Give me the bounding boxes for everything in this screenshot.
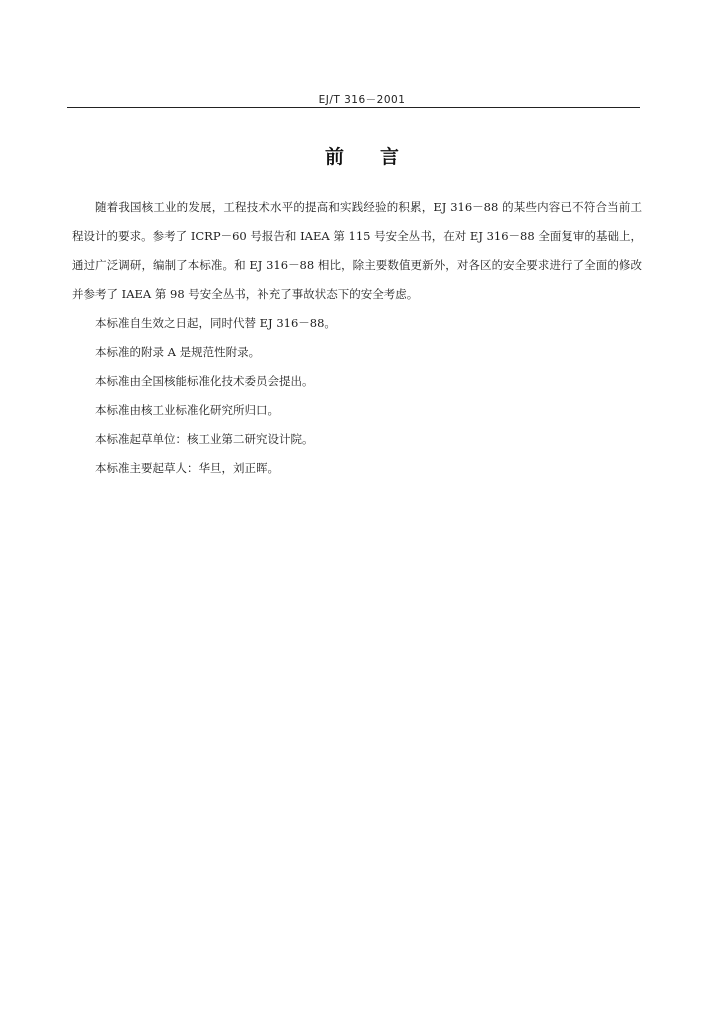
- paragraph-drafters: 本标准主要起草人：华旦，刘正晖。: [95, 461, 279, 475]
- title-char-2: 言: [380, 146, 400, 168]
- intro-paragraph: 随着我国核工业的发展，工程技术水平的提高和实践经验的积累，EJ 316－88 的某些内容已不符合当前工程设计的要求。参考了 ICRP－60 号报告和 IAEA 第 115 号安全丛书，在对 EJ 316－88 全面复审的基础上，通过广泛调研，编制了本标准。和 EJ 316－88 相比，除主要数值更新外，对各区的安全要求进行了全面的修改并参考了 IAEA 第 98 号安全丛书，补充了事故状态下的安全考虑。: [72, 200, 642, 301]
- foreword-body: [72, 193, 642, 483]
- title-char-1: 前: [324, 146, 344, 168]
- paragraph-replacement: 本标准自生效之日起，同时代替 EJ 316－88。: [95, 316, 336, 330]
- page-title: [0, 142, 724, 169]
- standard-code: EJ/T 316－2001: [318, 94, 406, 106]
- paragraph-drafting-unit: 本标准起草单位：核工业第二研究设计院。: [95, 432, 314, 446]
- header-rule: [67, 107, 640, 108]
- paragraph-appendix: 本标准的附录 A 是规范性附录。: [95, 345, 261, 359]
- paragraph-administrator: 本标准由核工业标准化研究所归口。: [95, 403, 279, 417]
- paragraph-proposer: 本标准由全国核能标准化技术委员会提出。: [95, 374, 314, 388]
